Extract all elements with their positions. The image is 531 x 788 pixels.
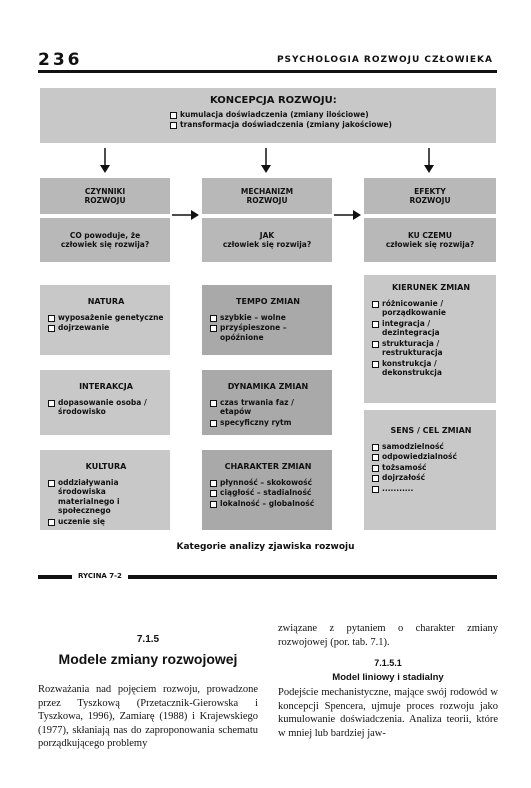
list-item: szybkie – wolne (210, 313, 326, 323)
box-tempo: TEMPO ZMIAN szybkie – wolne przyśpieszone – opóźnione (202, 285, 332, 355)
figure-caption: Kategorie analizy zjawiska rozwoju (176, 542, 355, 552)
section-number: 7.1.5 (136, 634, 160, 645)
subsection-title: Model liniowy i stadialny (332, 672, 444, 683)
right-arrow-icon (334, 209, 362, 221)
list-item: czas trwania faz / etapów (210, 398, 326, 417)
box-culture: KULTURA oddziaływania środowiska materialnego i społecznego uczenie się (40, 450, 170, 530)
box-character: CHARAKTER ZMIAN płynność – skokowość ciągłość – stadialność lokalność – globalność (202, 450, 332, 530)
concept-item: kumulacja doświadczenia (zmiany ilościowe) (170, 110, 496, 120)
page-number: 236 (38, 50, 83, 70)
concept-item: transformacja doświadczenia (zmiany jakościowe) (170, 120, 496, 130)
left-column-text: Rozważania nad pojęciem rozwoju, prowadzone przez Tyszkową (Przetacznik-Gierowska i Tyszkowa, 1996), Zamiarę (1988) i Krajewskiego (1977), skłaniają nas do zaproponowania schematu porządkującego problemy (38, 684, 258, 749)
column-header-factors: CZYNNIKI ROZWOJU (40, 178, 170, 214)
list-item: wyposażenie genetyczne (48, 313, 164, 323)
down-arrow-icon (260, 148, 272, 174)
concept-title: KONCEPCJA ROZWOJU: (210, 95, 337, 106)
box-meaning: SENS / CEL ZMIAN samodzielność odpowiedzialność tożsamość dojrzałość ........... (364, 410, 496, 530)
column-question-factors: CO powoduje, że człowiek się rozwija? (40, 218, 170, 262)
list-item: strukturacja / restrukturacja (372, 339, 490, 358)
list-item: integracja / dezintegracja (372, 319, 490, 338)
list-item: dojrzewanie (48, 323, 164, 333)
list-item: tożsamość (372, 463, 490, 473)
list-item: odpowiedzialność (372, 452, 490, 462)
header-rule (38, 70, 497, 73)
list-item: samodzielność (372, 442, 490, 452)
list-item: oddziaływania środowiska materialnego i społecznego (48, 478, 164, 516)
list-item: specyficzny rytm (210, 418, 326, 428)
concept-box (40, 88, 496, 143)
figure-rule-right (128, 575, 497, 579)
figure-label: RYCINA 7-2 (78, 572, 122, 580)
figure-rule-left (38, 575, 72, 579)
list-item: ciągłość – stadialność (210, 488, 326, 498)
box-direction: KIERUNEK ZMIAN różnicowanie / porządkowanie integracja / dezintegracja strukturacja / restrukturacja konstrukcja / dekonstrukcja (364, 275, 496, 403)
list-item: uczenie się (48, 517, 164, 527)
column-question-mechanism: JAK człowiek się rozwija? (202, 218, 332, 262)
list-item: przyśpieszone – opóźnione (210, 323, 326, 342)
list-item: dopasowanie osoba / środowisko (48, 398, 164, 417)
box-interaction: INTERAKCJA dopasowanie osoba / środowisko (40, 370, 170, 435)
list-item: dojrzałość (372, 473, 490, 483)
running-title: PSYCHOLOGIA ROZWOJU CZŁOWIEKA (276, 55, 493, 65)
concept-list (170, 110, 496, 130)
box-nature: NATURA wyposażenie genetyczne dojrzewanie (40, 285, 170, 355)
down-arrow-icon (423, 148, 435, 174)
list-item: lokalność – globalność (210, 499, 326, 509)
box-dynamics: DYNAMIKA ZMIAN czas trwania faz / etapów specyficzny rytm (202, 370, 332, 435)
list-item: płynność – skokowość (210, 478, 326, 488)
list-item: ........... (372, 484, 490, 494)
right-column-text-bottom: Podejście mechanistyczne, mające swój rodowód w koncepcji Spencera, ujmuje proces rozwoju jako kumulowanie doświadczenia. Analiza teorii, które w mniej lub bardziej jaw- (278, 687, 498, 739)
column-question-effects: KU CZEMU człowiek się rozwija? (364, 218, 496, 262)
right-column-text-top: związane z pytaniem o charakter zmiany rozwojowej (por. tab. 7.1). (278, 623, 498, 648)
column-header-mechanism: MECHANIZM ROZWOJU (202, 178, 332, 214)
section-title: Modele zmiany rozwojowej (58, 651, 238, 667)
list-item: różnicowanie / porządkowanie (372, 299, 490, 318)
down-arrow-icon (99, 148, 111, 174)
subsection-number: 7.1.5.1 (374, 658, 402, 668)
column-header-effects: EFEKTY ROZWOJU (364, 178, 496, 214)
right-arrow-icon (172, 209, 200, 221)
list-item: konstrukcja / dekonstrukcja (372, 359, 490, 378)
